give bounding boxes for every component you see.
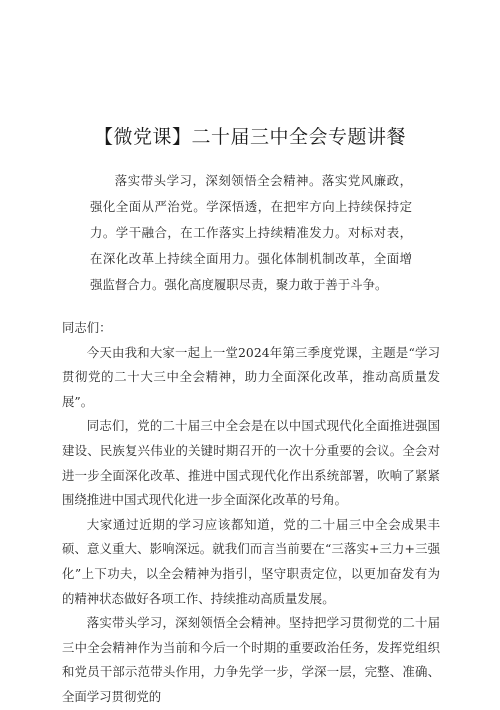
body-paragraph: 落实带头学习，深刻领悟全会精神。坚持把学习贯彻党的二十届三中全会精神作为当前和今后一个时期的重要政治任务，发挥党组织和党员干部示范带头作用，力争先学一步，学深一层，完整、准确、全面学习贯彻党的 [62, 615, 440, 704]
salutation: 同志们： [62, 320, 112, 335]
abstract-paragraph: 落实带头学习，深刻领悟全会精神。落实党风廉政，强化全面从严治党。学深悟透，在把牢方向上持续保持定力。学干融合，在工作落实上持续精准发力。对标对表，在深化改革上持续全面用力。强化体制机制改革，全面增强监督合力。强化高度履职尽责，聚力敢于善于斗争。 [90, 173, 412, 292]
document-body [62, 316, 440, 710]
body-paragraph: 同志们，党的二十届三中全会是在以中国式现代化全面推进强国建设、民族复兴伟业的关键时期召开的一次十分重要的会议。全会对进一步全面深化改革、推进中国式现代化作出系统部署，吹响了紧紧围绕推进中国式现代化进一步全面深化改革的号角。 [62, 418, 440, 508]
body-paragraph: 今天由我和大家一起上一堂2024年第三季度党课，主题是“学习贯彻党的二十大三中全会精神，助力全面深化改革，推动高质量发展”。 [62, 344, 440, 409]
document-title: 【微党课】二十届三中全会专题讲餐 [93, 126, 406, 148]
body-paragraph: 大家通过近期的学习应该都知道，党的二十届三中全会成果丰硕、意义重大、影响深远。就我们而言当前要在“三落实+三力+三强化”上下功夫，以全会精神为指引，坚守职责定位，以更加奋发有为的精神状态做好各项工作、持续推动高质量发展。 [62, 516, 440, 606]
